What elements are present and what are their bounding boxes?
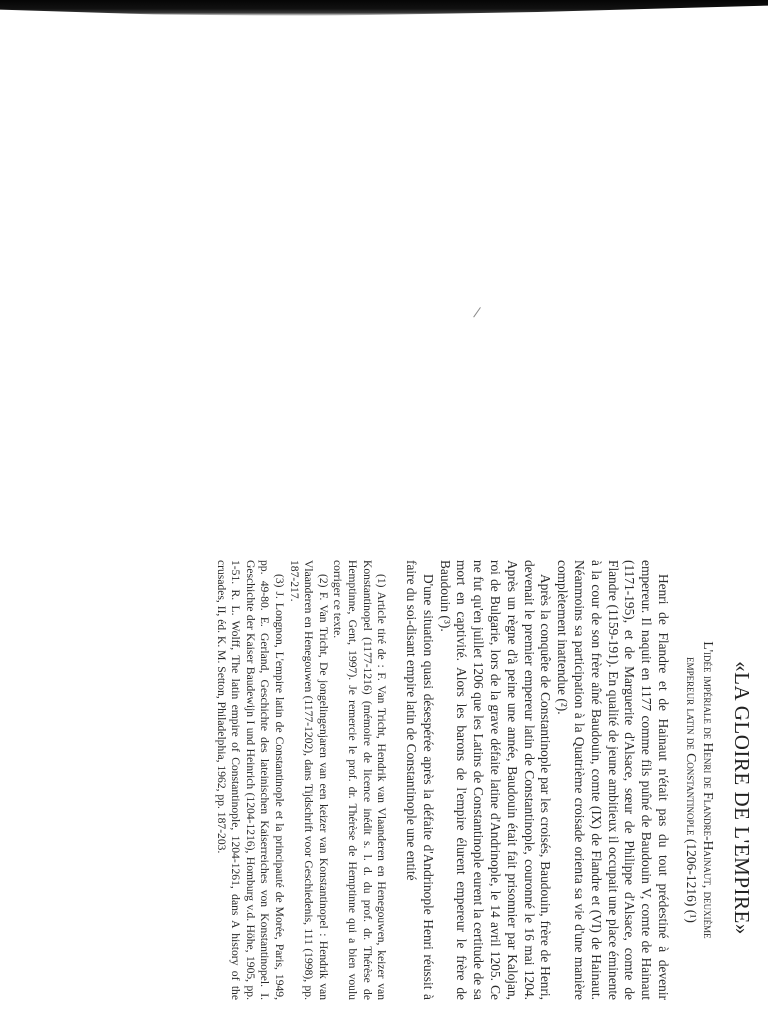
- article-subtitle: [683, 560, 717, 1000]
- subtitle-line-2: empereur latin de Constantinople (1206-1216) (¹): [684, 657, 699, 923]
- article-title: «LA GLOIRE DE L'EMPIRE»: [730, 661, 754, 935]
- article-body: [402, 560, 671, 1000]
- paper-speck-mark: [473, 307, 486, 321]
- body-paragraph-3: D'une situation quasi désespérée après la défaite d'Andrinople Henri réussit à faire du soi-disant empire latin de Constantinople une entité: [404, 560, 436, 1000]
- footnotes-block: [213, 560, 388, 1000]
- body-paragraph-1: Henri de Flandre et de Hainaut n'était pas du tout prédestiné à devenir empereur. Il naquit en 1177 comme fils puîné de Baudouin V, comte de Hainaut (1171-195), et de Marguerite d'Alsace, sœur de Philippe d'Alsace, comte de Flandre (1159-191). En qualité de jeune ambitieux il occupait une place éminente à la cour de son frère aîné Baudouin, comte (IX) de Flandre et (VI) de Hainaut. Néanmoins sa participation à la Quatrième croisade orienta sa vie d'une manière complètement inattendue (²).: [555, 560, 671, 1000]
- subtitle-line-1: L'idée impériale de Henri de Flandre-Hainaut, deuxième: [701, 641, 716, 939]
- footnote-1: (1) Article tiré de : F. Van Tricht, Hendrik van Vlaanderen en Henegouwen, keizer van Konstantinopel (1177-1216) (mémoire de licence inédit s. l. d. du prof. dr. Thérèse de Hemptinne, Gent, 1997). Je remercie le prof. dr. Thérèse de Hemptinne qui a bien voulu corriger ce texte.: [331, 560, 389, 1000]
- body-paragraph-2: Après la conquête de Constantinople par les croisés, Baudouin, frère de Henri, devenait le premier empereur latin de Constantinople, couronné le 16 mai 1204. Après un règne d'à peine une année, Baudouin était fait prisonnier par Kalojan, roi de Bulgarie, lors de la grave défaite latine d'Andrinople, le 14 avril 1205. Ce ne fut qu'en juillet 1206 que les Latins de Constantinople eurent la certitude de sa mort en captivité. Alors les barons de l'empire élurent empereur le frère de Baudouin (³).: [437, 560, 554, 1000]
- footnote-3: (3) J. Longnon, L'empire latin de Constantinople et la principauté de Morée, Paris, 1949, pp. 49-80. E. Gerland, Geschichte des lateinischen Kaiserreiches von Konstantinopel. I. Geschichte der Kaiser Baudewijn I und Heinrich (1204-1216), Homburg v.d. Höhe, 1905, pp. 1-51. R. L. Wolff, The latin empire of Constantinople, 1204-1261, dans A history of the crusades, II, éd. K. M. Setton, Philadelphia, 1962, pp. 187-203.: [214, 560, 287, 1000]
- rotated-book-page: [200, 560, 760, 1000]
- scanner-shadow-edge: [0, 0, 768, 16]
- footnote-2: (2) F. Van Tricht, De jongelingenjaren van een keizer van Konstantinopel : Hendrik van Vlaanderen en Henegouwen (1177-1202), dans Tijdschrift voor Geschiedenis, 111 (1998), pp. 187-217.: [287, 560, 330, 1000]
